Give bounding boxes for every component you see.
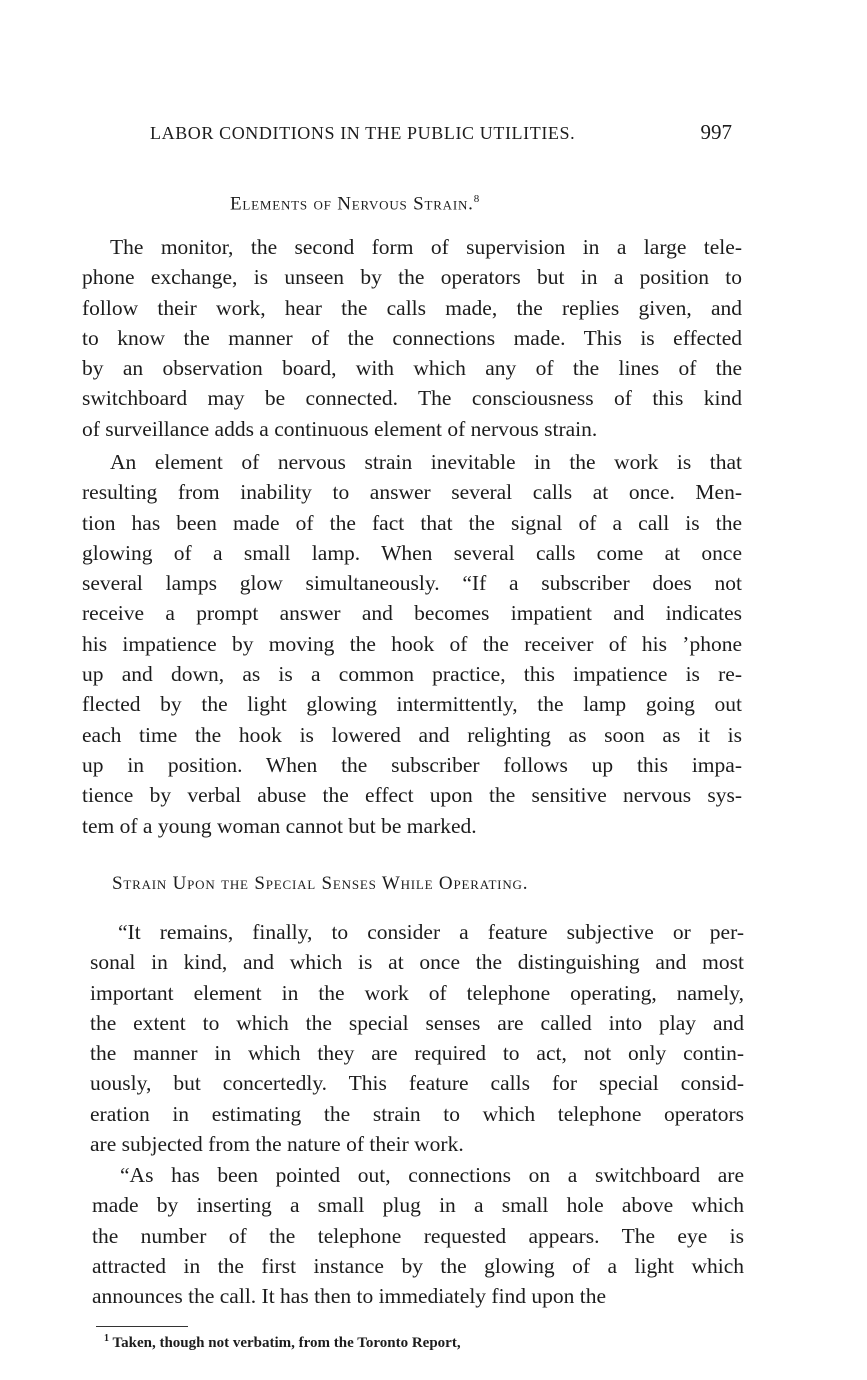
running-head-title: LABOR CONDITIONS IN THE PUBLIC UTILITIES. [150,123,576,143]
text-line: The monitor, the second form of supervision in a large tele- [110,235,742,259]
running-head [150,120,732,145]
text-line: by an observation board, with which any of the lines of the [82,356,742,381]
text-line: phone exchange, is unseen by the operators but in a position to [82,265,742,290]
text-line: tience by verbal abuse the effect upon the sensitive nervous sys- [82,783,742,808]
text-line: important element in the work of telephone operating, namely, [90,980,744,1005]
text-line: sonal in kind, and which is at once the distinguishing and most [90,950,744,975]
section-heading-text: Elements of Nervous Strain. [230,193,474,215]
text-line: attracted in the first instance by the glowing of a light which [92,1253,744,1278]
text-line: the number of the telephone requested appears. The eye is [92,1223,744,1248]
text-line: resulting from inability to answer several calls at once. Men- [82,480,742,505]
text-line: An element of nervous strain inevitable in the work is that [110,450,742,474]
text-line: glowing of a small lamp. When several calls come at once [82,540,742,565]
section-heading-special-senses: Strain Upon the Special Senses While Operating. [112,873,529,894]
paragraph-nervous-strain [82,447,742,841]
text-line: up in position. When the subscriber follows up this impa- [82,752,742,777]
text-line: tem of a young woman cannot but be marked. [82,813,477,838]
text-line: tion has been made of the fact that the signal of a call is the [82,510,742,535]
text-line: switchboard may be connected. The consciousness of this kind [82,386,742,411]
text-line: eration in estimating the strain to which telephone operators [90,1101,744,1126]
text-line: announces the call. It has then to immediately find upon the [92,1284,607,1309]
text-line: follow their work, hear the calls made, the replies given, and [82,295,742,320]
text-line: the manner in which they are required to act, not only contin- [90,1041,744,1066]
text-line: made by inserting a small plug in a small hole above which [92,1193,744,1218]
text-line: each time the hook is lowered and relighting as soon as it is [82,722,742,747]
text-line: to know the manner of the connections made. This is effected [82,325,742,350]
text-line: flected by the light glowing intermittently, the lamp going out [82,692,742,717]
footnote-marker: 1 [104,1333,109,1344]
page-number: 997 [700,120,732,144]
text-line: “As has been pointed out, connections on a switchboard are [120,1163,744,1187]
text-line: receive a prompt answer and becomes impatient and indicates [82,601,742,626]
text-line: are subjected from the nature of their work. [90,1132,464,1157]
text-line: of surveillance adds a continuous element of nervous strain. [82,416,598,441]
text-line: the extent to which the special senses are called into play and [90,1010,744,1035]
text-line: his impatience by moving the hook of the receiver of his ’phone [82,631,742,656]
paragraph-special-senses [90,917,744,1159]
text-line: up and down, as is a common practice, this impatience is re- [82,662,742,687]
footnote-divider [96,1326,188,1327]
footnote [104,1333,461,1352]
paragraph-monitor [82,232,742,444]
text-line: uously, but concertedly. This feature calls for special consid- [90,1071,744,1096]
text-line: several lamps glow simultaneously. “If a subscriber does not [82,571,742,596]
paragraph-switchboard [92,1160,744,1311]
footnote-text: Taken, though not verbatim, from the Toronto Report, [112,1335,461,1351]
footnote-reference: 8 [473,193,481,205]
text-line: “It remains, finally, to consider a feature subjective or per- [118,920,744,944]
section-heading-nervous-strain [230,193,480,215]
